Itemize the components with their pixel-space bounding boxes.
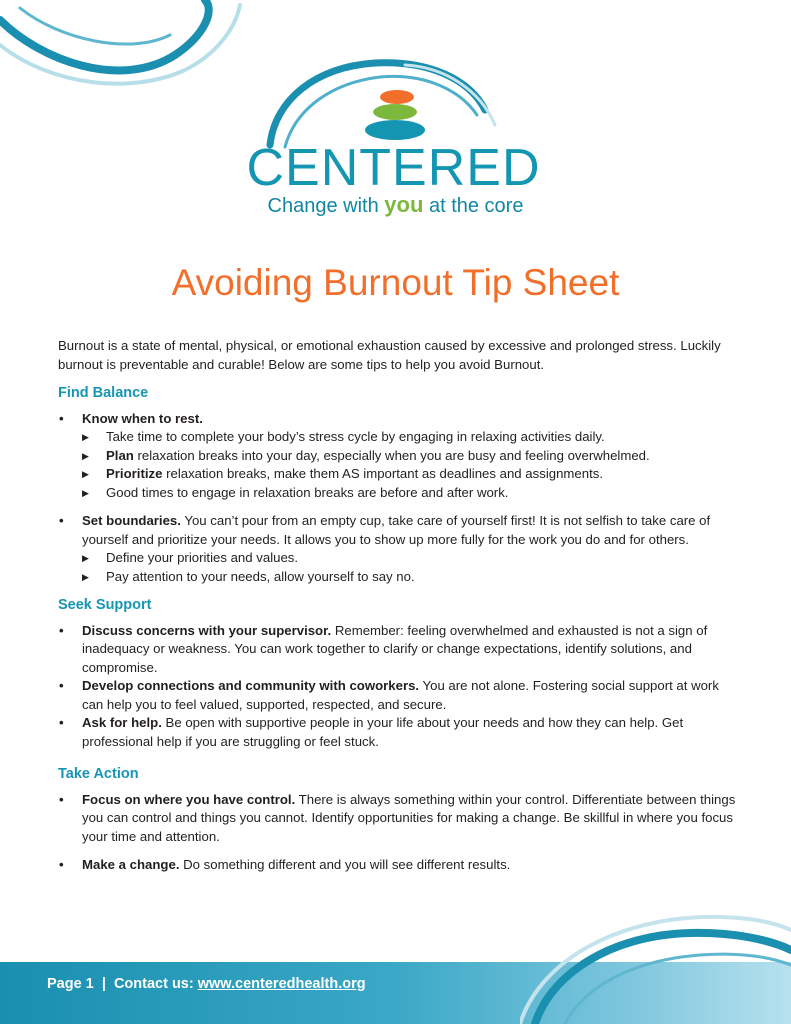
list-item — [58, 791, 738, 847]
item-bold: Ask for help. — [82, 715, 162, 730]
list-item — [58, 622, 738, 678]
stacked-stones-logo-icon — [255, 55, 535, 150]
tagline-before: Change with — [267, 195, 385, 217]
sub-item-text: relaxation breaks, make them AS important as deadlines and assignments. — [162, 466, 603, 481]
item-text: You are not alone. Fostering social support at work can help you to feel valued, supported, respected, and secure. — [82, 678, 719, 712]
arrow-bullet-icon: ▶ — [82, 487, 89, 498]
item-bold: Develop connections and community with coworkers. — [82, 678, 420, 693]
sub-item-bold: Plan — [106, 447, 134, 463]
sub-item-text: Take time to complete your body’s stress cycle by engaging in relaxing activities daily. — [106, 429, 605, 444]
document-body — [58, 337, 738, 885]
item-bold: Make a change. — [82, 857, 180, 872]
sub-item — [82, 447, 738, 466]
arrow-bullet-icon: ▶ — [82, 469, 89, 479]
page-title: Avoiding Burnout Tip Sheet — [171, 262, 620, 303]
sub-item — [82, 549, 738, 568]
take-action-list — [58, 791, 738, 875]
footer-text — [47, 976, 366, 992]
boundaries-sublist — [82, 549, 738, 586]
arrow-bullet-icon: ▶ — [82, 450, 89, 461]
sub-item — [82, 465, 738, 484]
section-heading-seek-support: Seek Support — [58, 597, 152, 613]
sub-item-text: relaxation breaks into your day, especially when you are busy and feeling overwhelmed. — [133, 447, 650, 463]
list-item-know-when-to-rest — [58, 410, 738, 503]
footer-separator: | — [101, 976, 106, 992]
section-heading-take-action: Take Action — [58, 766, 139, 782]
sub-item — [82, 568, 738, 587]
item-text: Remember: feeling overwhelmed and exhausted is not a sign of inadequacy or weakness. You can work together to clarify or change expectations, identify solutions, and compromise. — [82, 622, 708, 675]
list-item — [58, 856, 738, 875]
list-item-set-boundaries — [58, 512, 738, 586]
sub-item — [82, 428, 738, 447]
sub-item-text: Define your priorities and values. — [106, 550, 299, 565]
arrow-bullet-icon: ▶ — [82, 553, 89, 563]
item-text: You can’t pour from an empty cup, take care of yourself first! It is not selfish to take care of yourself and prioritize your needs. It allows you to show up more fully for the work you do and for others. — [82, 513, 711, 547]
item-bold: Know when to rest. — [82, 410, 203, 426]
item-text: Do something different and you will see different results. — [179, 857, 511, 872]
arrow-bullet-icon: ▶ — [82, 571, 89, 582]
sub-item-text: Pay attention to your needs, allow yourself to say no. — [106, 568, 415, 584]
swoosh-decoration-icon — [520, 905, 791, 1024]
rest-sublist — [82, 428, 738, 502]
intro-paragraph: Burnout is a state of mental, physical, or emotional exhaustion caused by excessive and prolonged stress. Luckily burnout is preventable and curable! Below are some tips to help you avoid Burnout. — [58, 338, 721, 372]
list-item — [58, 714, 738, 751]
swoosh-decoration-icon — [0, 0, 260, 110]
sub-item — [82, 484, 738, 503]
item-bold: Focus on where you have control. — [82, 791, 296, 807]
item-text: There is always something within your control. Differentiate between things you can control and things you cannot. Identify opportunities for making a change. Be skillful in where you focus your time and attention. — [82, 791, 736, 844]
item-bold: Set boundaries. — [82, 513, 181, 528]
website-link[interactable]: www.centeredhealth.org — [197, 976, 366, 992]
sub-item-bold: Prioritize — [106, 466, 163, 481]
find-balance-list — [58, 410, 738, 587]
contact-label: Contact us: — [113, 976, 194, 992]
section-heading-find-balance: Find Balance — [58, 385, 149, 401]
arrow-bullet-icon: ▶ — [82, 432, 89, 442]
list-item — [58, 677, 738, 714]
sub-item-text: Good times to engage in relaxation breaks are before and after work. — [106, 484, 509, 500]
page-number: Page 1 — [47, 976, 94, 992]
tagline-emphasis: you — [384, 192, 424, 217]
logo-wordmark: CENTERED — [246, 139, 541, 197]
tagline-after: at the core — [423, 195, 524, 217]
seek-support-list — [58, 622, 738, 752]
item-text: Be open with supportive people in your life about your needs and how they can help. Get professional help if you are struggling or feel stuck. — [82, 715, 684, 749]
item-bold: Discuss concerns with your supervisor. — [82, 622, 332, 638]
logo-tagline — [0, 192, 791, 218]
